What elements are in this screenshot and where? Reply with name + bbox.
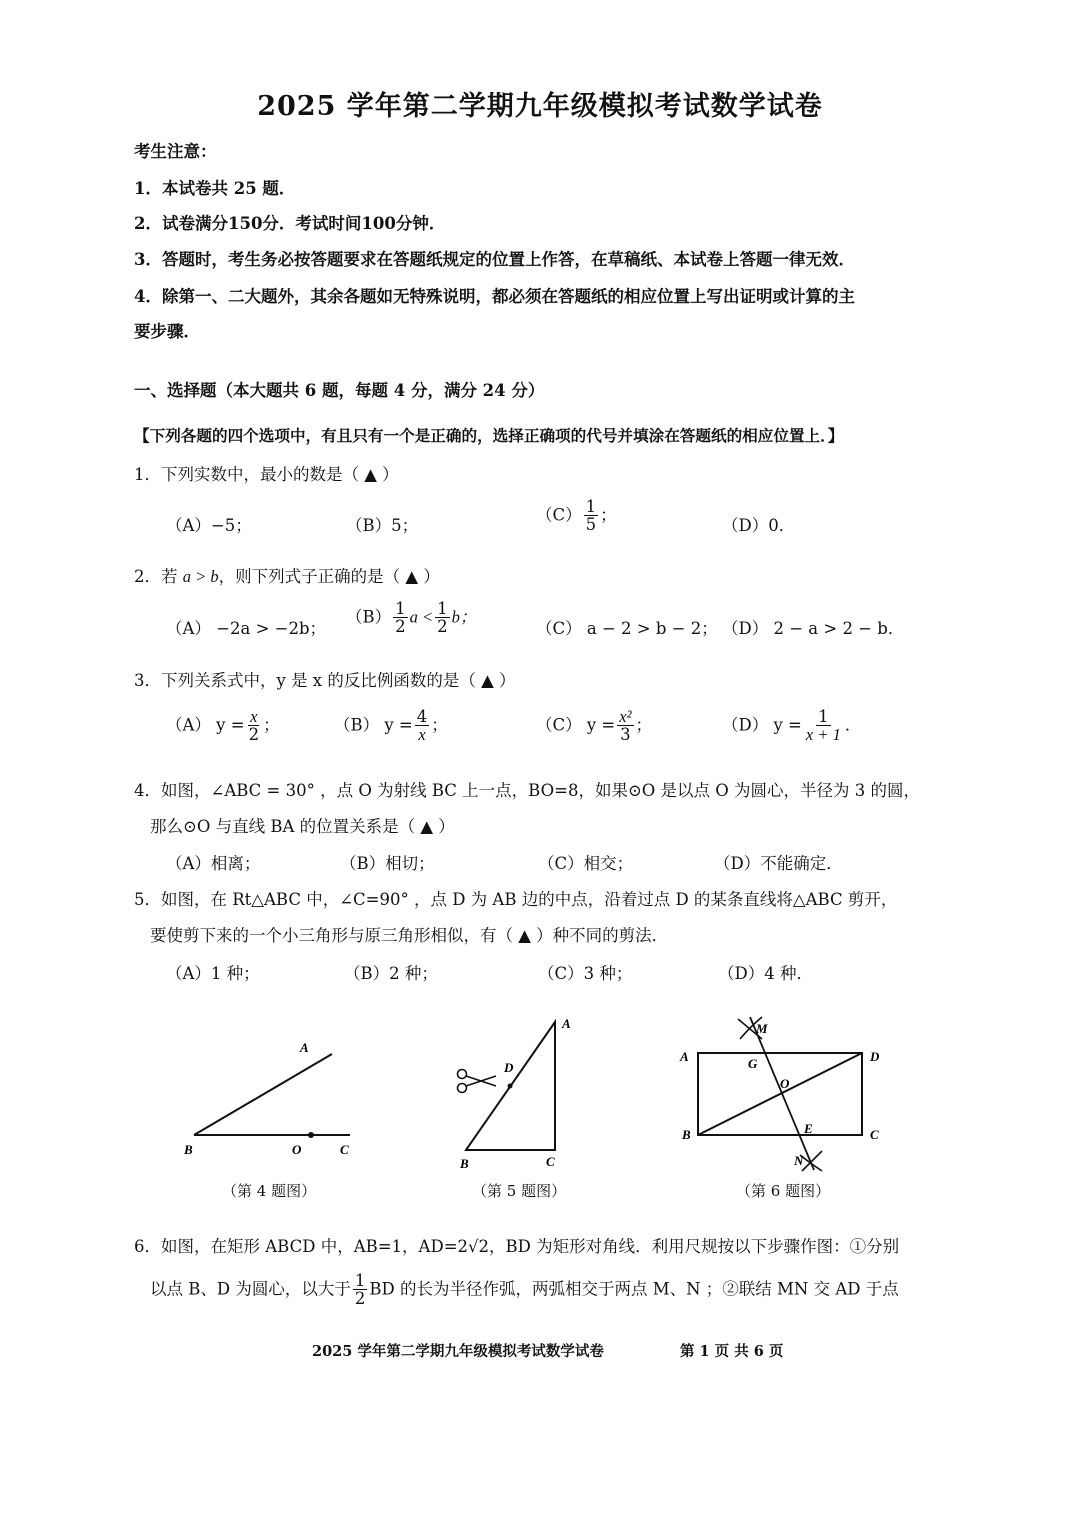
q5-stem-line1: 5．如图，在 Rt△ABC 中，∠C=90° ，点 D 为 AB 边的中点，沿着过点 D 的某条直线将△ABC 剪开， xyxy=(134,890,898,909)
notice-item-4-cont: 要步骤． xyxy=(134,322,200,341)
q3-option-b: （B） y = $\frac{4}{x}$ ； xyxy=(334,707,448,745)
label-a: A xyxy=(300,1040,309,1055)
label-c: C xyxy=(340,1142,349,1157)
q4-option-b: （B）相切； xyxy=(340,854,435,873)
point-o xyxy=(308,1132,314,1138)
q4-option-d: （D）不能确定． xyxy=(714,854,843,873)
q1-option-b: （B）5； xyxy=(346,516,419,535)
figure-5-caption: （第 5 题图） xyxy=(472,1182,567,1200)
label-g: G xyxy=(748,1056,758,1071)
q5-option-b: （B）2 种； xyxy=(344,964,438,983)
q1-option-d: （D）0． xyxy=(722,516,796,535)
q3-option-a: （A） y = $\frac{x}{2}$ ； xyxy=(166,707,280,745)
footer-page-number: 第 1 页 共 6 页 xyxy=(680,1343,784,1360)
figure-4-caption: （第 4 题图） xyxy=(222,1182,317,1200)
q2-option-d: （D） 2 − a > 2 − b． xyxy=(722,619,905,638)
q2-option-c: （C） a − 2 > b − 2； xyxy=(536,619,718,638)
figure-6-caption: （第 6 题图） xyxy=(736,1182,831,1200)
label-b: B xyxy=(184,1142,193,1157)
section1-heading: 一、选择题（本大题共 6 题，每题 4 分，满分 24 分） xyxy=(134,381,545,400)
notice-item-3: 3．答题时，考生务必按答题要求在答题纸规定的位置上作答，在草稿纸、本试卷上答题一律无效． xyxy=(134,250,855,269)
label-d: D xyxy=(870,1049,880,1064)
notice-item-2: 2．试卷满分150分．考试时间100分钟． xyxy=(134,214,446,233)
q3-stem: 3．下列关系式中，y 是 x 的反比例函数的是（ ▲ ） xyxy=(134,671,516,690)
q2-option-a: （A） −2a > −2b； xyxy=(166,619,327,638)
q2-option-b: （B） $\frac{1}{2}$ a < $\frac{1}{2}$ b； xyxy=(346,599,477,637)
figure-5 xyxy=(440,1010,590,1170)
label-c: C xyxy=(870,1127,879,1142)
q1-option-a: （A）−5； xyxy=(166,516,252,535)
q3-option-c: （C） y = $\frac{\text{x²}}{3}$ ； xyxy=(536,707,653,745)
q2-stem: 2．若 a > b，则下列式子正确的是（ ▲ ） xyxy=(134,567,440,586)
notice-item-1: 1．本试卷共 25 题． xyxy=(134,179,296,198)
label-a: A xyxy=(680,1049,689,1064)
q4-stem-line1: 4．如图，∠ABC = 30° ，点 O 为射线 BC 上一点，BO=8，如果⊙O 是以点 O 为圆心，半径为 3 的圆， xyxy=(134,781,921,800)
notice-heading: 考生注意： xyxy=(134,142,217,161)
notice-item-4: 4．除第一、二大题外，其余各题如无特殊说明，都必须在答题纸的相应位置上写出证明或计算的主 xyxy=(134,287,855,306)
q1-stem: 1．下列实数中，最小的数是（ ▲ ） xyxy=(134,465,399,484)
label-b: B xyxy=(460,1156,469,1170)
label-e: E xyxy=(804,1121,813,1136)
q6-stem-line2: 以点 B、D 为圆心，以大于 $\frac{1}{2}$ BD 的长为半径作弧，两弧相交于两点 M、N ；②联结 MN 交 AD 于点 xyxy=(150,1271,899,1309)
q4-option-c: （C）相交； xyxy=(538,854,634,873)
figure-6 xyxy=(670,1005,900,1175)
label-b: B xyxy=(682,1127,691,1142)
q5-option-d: （D）4 种． xyxy=(718,964,813,983)
label-n: N xyxy=(794,1153,804,1168)
point-d xyxy=(508,1084,513,1089)
ray-ba xyxy=(194,1054,332,1135)
q5-option-c: （C）3 种； xyxy=(538,964,633,983)
q3-option-d: （D） y = $\frac{1}{x + 1}$ ． xyxy=(722,707,862,745)
q5-option-a: （A）1 种； xyxy=(166,964,260,983)
label-a: A xyxy=(562,1016,571,1031)
line-mn xyxy=(750,1017,814,1170)
q5-stem-line2: 要使剪下来的一个小三角形与原三角形相似，有（ ▲ ）种不同的剪法． xyxy=(150,926,669,945)
label-c: C xyxy=(546,1154,555,1169)
page-title: 2025 学年第二学期九年级模拟考试数学试卷 xyxy=(257,91,823,122)
footer-title: 2025 学年第二学期九年级模拟考试数学试卷 xyxy=(312,1343,604,1360)
label-d: D xyxy=(504,1060,514,1075)
q4-stem-line2: 那么⊙O 与直线 BA 的位置关系是（ ▲ ） xyxy=(150,817,455,836)
q4-option-a: （A）相离； xyxy=(166,854,261,873)
label-m: M xyxy=(756,1021,768,1036)
diagonal-bd xyxy=(698,1053,862,1135)
scissors-icon xyxy=(458,1070,497,1093)
label-o: O xyxy=(292,1142,302,1157)
figure-4 xyxy=(170,1030,370,1170)
q1-option-c: （C） $\frac{1}{5}$ ； xyxy=(536,497,617,535)
section1-instruction: 【下列各题的四个选项中，有且只有一个是正确的，选择正确项的代号并填涂在答题纸的相应位置上．】 xyxy=(134,426,844,445)
label-o: O xyxy=(780,1076,790,1091)
q1-c-fraction: $\frac{1}{5}$ xyxy=(585,497,597,535)
q6-stem-line1: 6．如图，在矩形 ABCD 中，AB=1，AD=2√2，BD 为矩形对角线．利用尺规按以下步骤作图：①分别 xyxy=(134,1237,900,1256)
